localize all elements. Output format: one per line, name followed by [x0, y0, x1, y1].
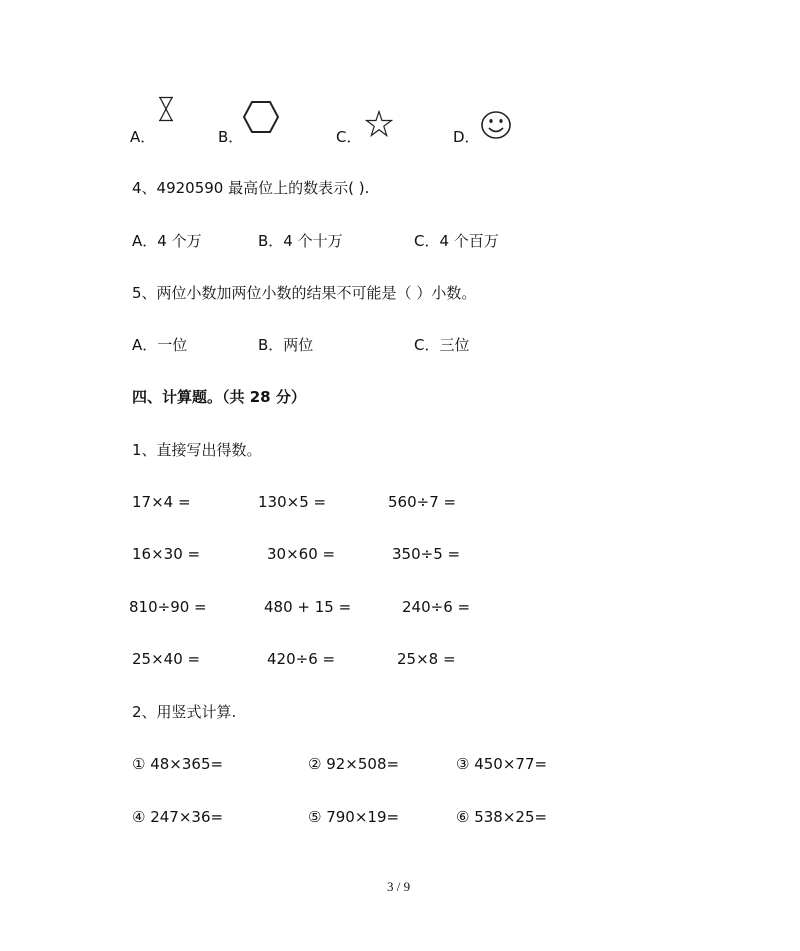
- oral-calc-item: 240÷6 =: [402, 598, 471, 616]
- oral-calc-item: 420÷6 =: [267, 650, 336, 668]
- oral-calc-item: 16×30 =: [132, 545, 201, 563]
- q5-option-a: A．一位: [132, 336, 188, 354]
- vertical-calc-item: ② 92×508=: [308, 755, 400, 773]
- q5-option-c: C．三位: [414, 336, 470, 354]
- vertical-calc-item: ① 48×365=: [132, 755, 224, 773]
- star-icon: [365, 110, 393, 138]
- oral-calc-item: 25×8 =: [397, 650, 456, 668]
- vertical-calc-item: ③ 450×77=: [456, 755, 548, 773]
- part2-title: 2、用竖式计算.: [132, 703, 237, 721]
- q4-option-b: B．4 个十万: [258, 232, 343, 250]
- question-5: 5、两位小数加两位小数的结果不可能是（ ）小数。: [132, 284, 477, 302]
- hexagon-icon: [242, 100, 280, 134]
- section-heading: 四、计算题。（共 28 分）: [132, 388, 306, 406]
- vertical-calc-item: ⑤ 790×19=: [308, 808, 400, 826]
- oral-calc-item: 350÷5 =: [392, 545, 461, 563]
- vertical-calc-item: ⑥ 538×25=: [456, 808, 548, 826]
- q4-option-a: A．4 个万: [132, 232, 202, 250]
- part1-title: 1、直接写出得数。: [132, 441, 262, 459]
- vertical-calc-item: ④ 247×36=: [132, 808, 224, 826]
- hourglass-icon: [157, 96, 175, 122]
- oral-calc-item: 25×40 =: [132, 650, 201, 668]
- oral-calc-item: 810÷90 =: [129, 598, 207, 616]
- question-4: 4、4920590 最高位上的数表示( ).: [132, 179, 370, 197]
- option-c-label: C．: [336, 128, 362, 146]
- oral-calc-item: 17×4 =: [132, 493, 191, 511]
- oral-calc-item: 130×5 =: [258, 493, 327, 511]
- option-b-label: B．: [218, 128, 244, 146]
- smiley-face-icon: [480, 110, 512, 140]
- oral-calc-item: 30×60 =: [267, 545, 336, 563]
- option-d-label: D．: [453, 128, 480, 146]
- q4-option-c: C．4 个百万: [414, 232, 499, 250]
- option-a-label: A．: [130, 128, 156, 146]
- q5-option-b: B．两位: [258, 336, 314, 354]
- oral-calc-item: 560÷7 =: [388, 493, 457, 511]
- page-number: 3 / 9: [387, 879, 411, 894]
- oral-calc-item: 480 + 15 =: [264, 598, 352, 616]
